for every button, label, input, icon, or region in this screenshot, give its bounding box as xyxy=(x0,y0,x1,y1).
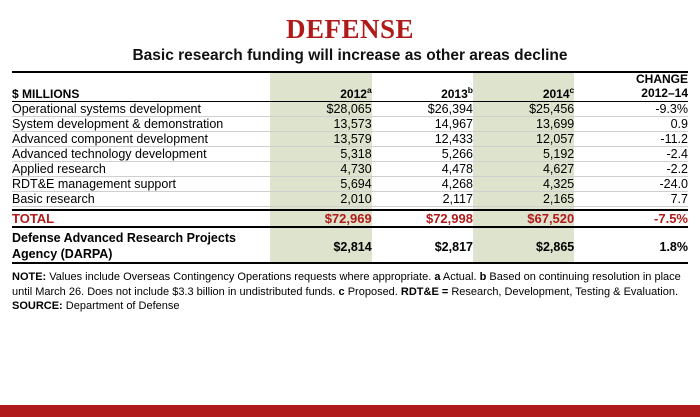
row-2012: 4,730 xyxy=(270,161,371,176)
row-label: Advanced technology development xyxy=(12,146,270,161)
column-header-2012 xyxy=(270,73,371,101)
column-header-change-line2: 2012–14 xyxy=(641,85,688,100)
footnote-a-label: a xyxy=(434,271,441,284)
column-header-2013 xyxy=(372,73,473,101)
row-label: Applied research xyxy=(12,161,270,176)
row-2014: 2,165 xyxy=(473,191,574,206)
row-2013: 14,967 xyxy=(372,116,473,131)
row-label: System development & demonstration xyxy=(12,116,270,131)
footnote-rdte-label: RDT&E = xyxy=(400,285,449,298)
row-2013: 5,266 xyxy=(372,146,473,161)
footnote-source-label: SOURCE: xyxy=(12,300,63,313)
table-total-row xyxy=(12,210,688,227)
footnote-note-text: Values include Overseas Contingency Operations requests where appropriate. xyxy=(46,271,435,284)
defense-funding-table xyxy=(12,73,688,264)
total-label: TOTAL xyxy=(12,210,270,227)
row-2012: 5,694 xyxy=(270,176,371,191)
row-2012: $28,065 xyxy=(270,101,371,116)
table-row xyxy=(12,101,688,116)
total-2013: $72,998 xyxy=(372,210,473,227)
row-2014: 12,057 xyxy=(473,131,574,146)
footnote-c-text: Proposed. xyxy=(344,285,401,298)
table-row xyxy=(12,146,688,161)
row-change: -11.2 xyxy=(574,131,688,146)
row-2014: 4,627 xyxy=(473,161,574,176)
footnote-c-label: c xyxy=(338,285,345,298)
row-2014: 5,192 xyxy=(473,146,574,161)
total-change: -7.5% xyxy=(574,210,688,227)
page-subtitle: Basic research funding will increase as other areas decline xyxy=(132,47,568,64)
row-2012: 13,579 xyxy=(270,131,371,146)
row-2013: 12,433 xyxy=(372,131,473,146)
column-header-2013-text: 2013 xyxy=(441,86,468,101)
row-change: -9.3% xyxy=(574,101,688,116)
page-title: DEFENSE xyxy=(285,14,415,44)
darpa-2014: $2,865 xyxy=(473,231,574,263)
row-2012: 13,573 xyxy=(270,116,371,131)
footnote-note-label: NOTE: xyxy=(12,271,47,284)
darpa-2013: $2,817 xyxy=(372,231,473,263)
row-change: 7.7 xyxy=(574,191,688,206)
column-header-2014-footnote: c xyxy=(569,84,575,95)
total-2012: $72,969 xyxy=(270,210,371,227)
column-header-change-line1: CHANGE xyxy=(635,72,688,86)
total-2014: $67,520 xyxy=(473,210,574,227)
row-label: Basic research xyxy=(12,191,270,206)
column-header-2013-footnote: b xyxy=(467,84,473,95)
footnote-rdte-text: Research, Development, Testing & Evaluation. xyxy=(448,285,678,298)
table-darpa-row xyxy=(12,231,688,263)
row-change: -2.4 xyxy=(574,146,688,161)
row-change: -2.2 xyxy=(574,161,688,176)
row-label: Operational systems development xyxy=(12,101,270,116)
darpa-change: 1.8% xyxy=(574,231,688,263)
table-row xyxy=(12,176,688,191)
footnote-a-text: Actual. xyxy=(440,271,480,284)
table-row xyxy=(12,161,688,176)
footnote-b-label: b xyxy=(479,271,487,284)
row-2013: $26,394 xyxy=(372,101,473,116)
table-row xyxy=(12,116,688,131)
row-2012: 5,318 xyxy=(270,146,371,161)
column-header-2012-text: 2012 xyxy=(340,86,367,101)
table-header-row xyxy=(12,73,688,101)
row-2013: 2,117 xyxy=(372,191,473,206)
column-header-label: $ MILLIONS xyxy=(12,73,270,101)
footnote xyxy=(12,270,688,314)
darpa-label: Defense Advanced Research Projects Agency (DARPA) xyxy=(12,231,270,263)
footnote-source-text: Department of Defense xyxy=(62,300,180,313)
row-2014: 13,699 xyxy=(473,116,574,131)
table-row xyxy=(12,191,688,206)
row-2012: 2,010 xyxy=(270,191,371,206)
column-header-2012-footnote: a xyxy=(366,84,372,95)
row-2014: $25,456 xyxy=(473,101,574,116)
row-label: RDT&E management support xyxy=(12,176,270,191)
footnote-b-text: Based on continuing resolution in place until March 26. Does not include $3.3 billion in undistributed funds. xyxy=(12,271,681,298)
table-row xyxy=(12,131,688,146)
row-2014: 4,325 xyxy=(473,176,574,191)
row-2013: 4,478 xyxy=(372,161,473,176)
row-change: -24.0 xyxy=(574,176,688,191)
darpa-2012: $2,814 xyxy=(270,231,371,263)
column-header-2014 xyxy=(473,73,574,101)
column-header-2014-text: 2014 xyxy=(542,86,570,101)
row-label: Advanced component development xyxy=(12,131,270,146)
bottom-accent-bar xyxy=(0,405,700,417)
row-change: 0.9 xyxy=(574,116,688,131)
row-2013: 4,268 xyxy=(372,176,473,191)
column-header-change xyxy=(574,73,688,101)
